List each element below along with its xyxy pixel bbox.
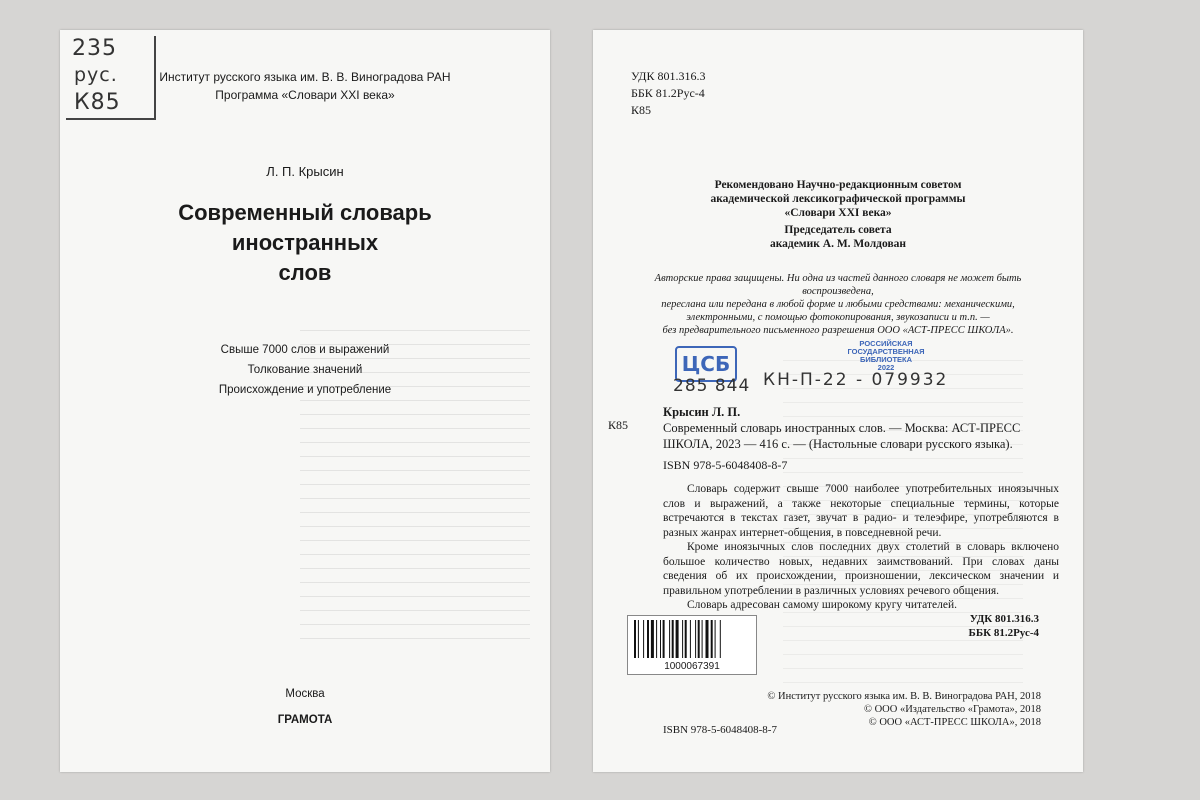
udk-code: УДК 801.316.3 <box>631 69 706 83</box>
handwritten-lang: рус. <box>74 64 118 86</box>
copyright-notice <box>638 272 1038 337</box>
udk-block <box>631 68 705 119</box>
bbk-code: ББК 81.2Рус-4 <box>631 86 705 100</box>
rights-line: электронными, с помощью фотокопирования, звукозаписи и т.п. — <box>686 312 990 323</box>
copyright-line: © Институт русского языка им. В. В. Виноградова РАН, 2018 <box>767 691 1041 702</box>
state-library-stamp <box>831 340 941 372</box>
barcode-icon <box>634 620 750 658</box>
book-title-line-3: слов <box>278 260 332 285</box>
barcode-label <box>627 615 757 675</box>
handwritten-code: К85 <box>74 90 121 115</box>
bbk-code: ББК 81.2Рус-4 <box>968 627 1039 639</box>
copyright-holders <box>767 690 1041 729</box>
show-through-text <box>300 330 530 652</box>
copyright-line: © ООО «Издательство «Грамота», 2018 <box>864 704 1041 715</box>
rights-line: переслана или передана в любой форме и любыми средствами: механическими, <box>661 299 1015 310</box>
copyright-line: © ООО «АСТ-ПРЕСС ШКОЛА», 2018 <box>868 717 1041 728</box>
stamp-line: ГОСУДАРСТВЕННАЯ <box>847 347 925 356</box>
feature-line-3: Происхождение и употребление <box>218 384 392 396</box>
annotation-paragraph: Словарь содержит свыше 7000 наиболее употребительных иноязычных слов и выражений, а также некоторые специальные термины, которые встречаются в текстах газет, звучат в радио- и телеэфире, употребляются в разных жанрах интернет-общения, в повседневной речи. <box>663 483 1059 539</box>
author-mark: К85 <box>631 103 652 117</box>
handwritten-inventory-number: 285 844 <box>673 376 751 396</box>
handwritten-number: 235 <box>72 36 117 61</box>
udk-code: УДК 801.316.3 <box>969 613 1039 625</box>
institute-name: Институт русского языка им. В. В. Виноградова РАН <box>159 70 451 84</box>
publication-city: Москва <box>285 688 325 700</box>
rights-line: Авторские права защищены. Ни одна из частей данного словаря не может быть воспроизведена, <box>654 273 1022 297</box>
recommendation-line: Рекомендовано Научно-редакционным советом <box>714 179 962 191</box>
recommendation <box>593 178 1083 220</box>
rights-line: без предварительного письменного разрешения ООО «АСТ-ПРЕСС ШКОЛА». <box>662 325 1014 336</box>
annotation-paragraph: Словарь адресован самому широкому кругу читателей. <box>687 599 957 611</box>
program-name: Программа «Словари XXI века» <box>215 88 395 102</box>
handwritten-registration-code: КН-П-22 - 079932 <box>763 370 949 390</box>
recommendation-line: «Словари XXI века» <box>784 207 892 219</box>
stamp-line: 2022 <box>877 363 895 372</box>
feature-line-2: Толкование значений <box>247 364 363 376</box>
chair-title: Председатель совета <box>784 224 892 236</box>
stamp-line: БИБЛИОТЕКА <box>859 355 913 364</box>
annotation <box>663 482 1059 613</box>
title-page <box>60 30 550 772</box>
stamp-line: РОССИЙСКАЯ <box>859 339 913 348</box>
imprint-page <box>593 30 1083 772</box>
author-name: Л. П. Крысин <box>266 164 344 179</box>
barcode-number: 1000067391 <box>664 661 720 672</box>
isbn: ISBN 978-5-6048408-8-7 <box>663 458 788 472</box>
recommendation-line: академической лексикографической программы <box>710 193 966 205</box>
feature-line-1: Свыше 7000 слов и выражений <box>220 344 390 356</box>
annotation-paragraph: Кроме иноязычных слов последних двух столетий в словарь включено большое количество новых, недавних заимствований. При словах даны сведения об их происхождении, произношении, лексическом значении и правильном употреблении в различных условиях речевого общения. <box>663 541 1059 597</box>
chair-name: академик А. М. Молдован <box>769 238 907 250</box>
udk-block-bottom <box>969 612 1039 640</box>
bibliographic-entry <box>663 404 1061 452</box>
book-title-line-2: иностранных <box>231 230 379 255</box>
library-stamp-csb: ЦСБ <box>675 346 737 382</box>
isbn-bottom: ISBN 978-5-6048408-8-7 <box>663 724 777 736</box>
entry-description: Современный словарь иностранных слов. — Москва: АСТ-ПРЕСС ШКОЛА, 2023 — 416 с. — (Настольные словари русского языка). <box>663 421 1021 451</box>
book-title-line-1: Современный словарь <box>178 200 432 225</box>
entry-author: Крысин Л. П. <box>663 405 741 419</box>
council-chair <box>593 223 1083 251</box>
publisher-name: ГРАМОТА <box>277 714 333 726</box>
call-mark: К85 <box>608 418 629 432</box>
